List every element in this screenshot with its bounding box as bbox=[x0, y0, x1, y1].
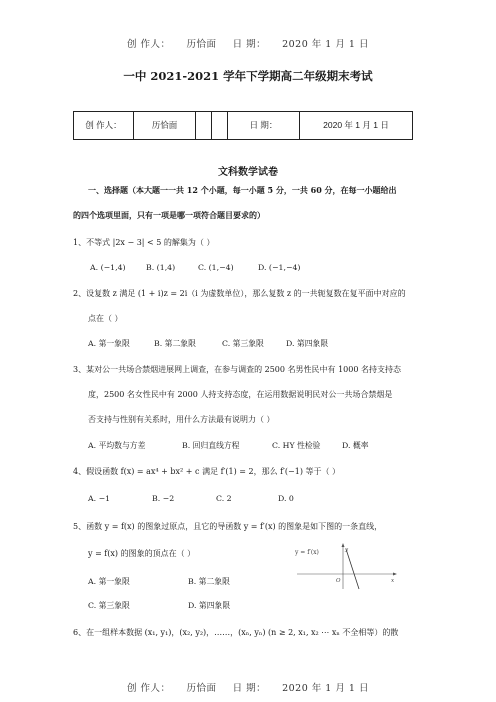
subtitle: 文科数学试卷 bbox=[218, 167, 278, 178]
q1-option-a: A. (−1,4) bbox=[90, 263, 126, 272]
q4-option-a: A. −1 bbox=[88, 494, 111, 503]
footer-date: 2020 年 1 月 1 日 bbox=[282, 683, 369, 694]
derivative-graph bbox=[293, 543, 398, 591]
q4-option-d: D. 0 bbox=[278, 494, 294, 503]
q2-option-a: A. 第一象限 bbox=[88, 339, 130, 348]
footer-author: 历恰面 bbox=[186, 683, 217, 694]
q1-option-c: C. (1,−4) bbox=[198, 263, 234, 272]
q1-text: 1、不等式 |2x − 3| < 5 的解集为（ ） bbox=[73, 238, 215, 247]
q5-line1: 5、函数 y = f(x) 的图象过原点，且它的导函数 y = f′(x) 的图象是如下图的一条直线， bbox=[73, 522, 383, 531]
q2-option-d: D. 第四象限 bbox=[286, 339, 329, 348]
q4-option-b: B. −2 bbox=[152, 494, 175, 503]
section1-line1: 一、选择题（本大题一一共 12 个小题，每一小题 5 分，一共 60 分，在每一小题给出 bbox=[88, 185, 397, 195]
header-date-label: 日 期： bbox=[232, 39, 267, 50]
q1-option-b: B. (1,4) bbox=[146, 263, 176, 272]
y-axis-label: y bbox=[345, 547, 349, 553]
q5-option-d: D. 第四象限 bbox=[188, 601, 231, 610]
q3-option-a: A. 平均数与方差 bbox=[88, 441, 146, 450]
x-axis-label: x bbox=[391, 578, 395, 584]
footer-author-label: 创 作人： bbox=[127, 683, 171, 694]
q3-line1: 3、某对公一共场合禁烟进展网上调查，在参与调查的 2500 名男性民中有 1000 名持支持态 bbox=[73, 365, 401, 374]
page-footer bbox=[0, 680, 496, 694]
q2-line1: 2、设复数 z 满足 (1 + i)z = 2i（i 为虚数单位），那么复数 z 的一共轭复数在复平面中对应的 bbox=[73, 289, 406, 298]
q2-line2: 点在（ ） bbox=[88, 314, 123, 323]
q6-line1: 6、在一组样本数据 (x₁, y₁)，(x₂, y₂)，……，(xₙ, yₙ) (n ≥ 2, x₁, x₂ ⋯ xₙ 不全相等）的散 bbox=[73, 628, 399, 637]
q5-option-b: B. 第二象限 bbox=[188, 577, 230, 586]
table-empty-cell-2 bbox=[212, 112, 228, 139]
header-author-label: 创 作人： bbox=[127, 39, 171, 50]
table-author-label: 创 作人： bbox=[74, 112, 134, 139]
header-author: 历恰面 bbox=[186, 39, 217, 50]
q3-line3: 否支持与性别有关系时，用什么方法最有说明力（ ） bbox=[88, 415, 275, 424]
q5-option-a: A. 第一象限 bbox=[88, 577, 130, 586]
page-header bbox=[0, 36, 496, 50]
table-empty-cell-1 bbox=[196, 112, 212, 139]
q3-option-b: B. 回归直线方程 bbox=[182, 441, 240, 450]
table-date-label: 日 期： bbox=[228, 112, 300, 139]
origin-label: O bbox=[336, 578, 341, 584]
q3-option-d: D. 概率 bbox=[342, 441, 369, 450]
graph-function-label: y = f′(x) bbox=[295, 549, 319, 556]
q5-option-c: C. 第三象限 bbox=[88, 601, 130, 610]
x-axis-arrow bbox=[393, 573, 397, 576]
table-author: 历恰面 bbox=[134, 112, 196, 139]
q5-line2: y = f(x) 的图象的顶点在（ ） bbox=[88, 549, 196, 558]
derivative-line bbox=[346, 549, 359, 589]
footer-date-label: 日 期： bbox=[232, 683, 267, 694]
info-table bbox=[73, 111, 413, 140]
q4-text: 4、假设函数 f(x) = ax⁴ + bx² + c 满足 f′(1) = 2，那么 f′(−1) 等于（ ） bbox=[73, 467, 341, 476]
q2-option-c: C. 第三象限 bbox=[222, 339, 264, 348]
q4-option-c: C. 2 bbox=[216, 494, 232, 503]
section1-line2: 的四个选项里面，只有一项是哪一项符合题目要求的） bbox=[73, 210, 265, 220]
header-date: 2020 年 1 月 1 日 bbox=[282, 39, 369, 50]
exam-title: 一中 2021-2021 学年下学期高二年级期末考试 bbox=[123, 69, 373, 83]
q2-option-b: B. 第二象限 bbox=[154, 339, 196, 348]
q3-line2: 度，2500 名女性民中有 2000 人持支持态度，在运用数据说明民对公一共场合禁烟是 bbox=[88, 390, 393, 399]
q1-option-d: D. (−1,−4) bbox=[258, 263, 301, 272]
q3-option-c: C. HY 性检验 bbox=[272, 441, 321, 450]
table-date: 2020 年 1 月 1 日 bbox=[323, 120, 389, 130]
